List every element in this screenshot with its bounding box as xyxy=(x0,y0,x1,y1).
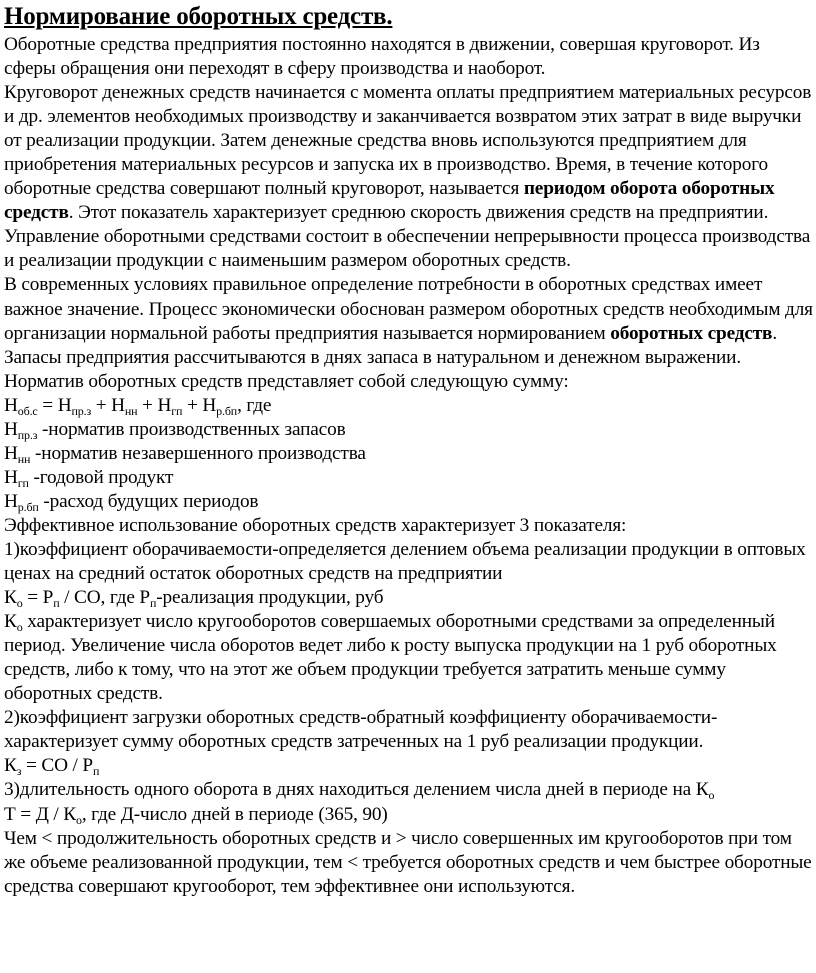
definition-finished-goods xyxy=(4,466,814,490)
formula-subscript: п xyxy=(53,596,60,611)
definition-text: -годовой продукт xyxy=(28,466,174,488)
formula-text: + Н xyxy=(182,394,217,416)
paragraph-management: Управление оборотными средствами состоит в обеспечении непрерывности процесса производства и реализации продукции с наименьшим размером оборотных средств. xyxy=(4,226,811,272)
formula-load-ratio xyxy=(4,754,814,778)
definition-text: -расход будущих периодов xyxy=(38,490,259,512)
formula-subscript: о xyxy=(708,788,715,803)
formula-subscript: о xyxy=(16,620,23,635)
formula-text: + Н xyxy=(91,394,125,416)
formula-symbol: Н xyxy=(4,466,18,488)
formula-text: / СО, где Р xyxy=(59,587,150,609)
formula-subscript: п xyxy=(92,764,100,779)
paragraph-conclusion: Чем < продолжительность оборотных средств и > число совершенных им кругооборотов при том же объеме реализованной продукции, тем < требуется оборотных средств и чем быстрее оборотные средства совершают кругооборот, тем эффективнее они используются. xyxy=(4,827,812,897)
text-run: . Запасы предприятия рассчитываются в днях запаса в натуральном и денежном выражении. xyxy=(4,322,777,368)
formula-subscript: об.с xyxy=(17,403,38,418)
formula-symbol: К xyxy=(4,587,17,609)
text-run: . Этот показатель характеризует среднюю скорость движения средств на предприятии. xyxy=(68,202,769,224)
text-run: В современных условиях правильное определение потребности в оборотных средствах имеет важное значение. Процесс экономически обоснован размером оборотных средств необходимым для организации нормальной работы предприятия называется нормированием xyxy=(4,274,813,344)
formula-text: = Н xyxy=(37,394,72,416)
definition-production-stocks xyxy=(4,418,814,442)
formula-subscript: гп xyxy=(17,475,29,490)
formula-symbol: Н xyxy=(4,418,18,440)
formula-text: + Н xyxy=(137,394,172,416)
formula-text: = СО / Р xyxy=(21,755,93,777)
formula-symbol: К xyxy=(4,755,17,777)
formula-text: Т = Д / К xyxy=(4,803,76,825)
formula-symbol: Н xyxy=(4,394,18,416)
formula-turnover-ratio xyxy=(4,586,814,610)
definition-deferred-expenses xyxy=(4,490,814,514)
formula-text: , где Д-число дней в периоде (365, 90) xyxy=(81,803,388,825)
formula-subscript: нн xyxy=(17,451,31,466)
formula-symbol: Н xyxy=(4,490,18,512)
formula-subscript: пр.з xyxy=(71,403,92,418)
formula-subscript: пр.з xyxy=(17,427,38,442)
term-turnover-period: периодом оборота оборотных средств xyxy=(4,178,775,224)
paragraph-turnover-ratio: 1)коэффициент оборачиваемости-определяется делением объема реализации продукции в оптовых ценах на средний остаток оборотных средств на предприятии xyxy=(4,538,806,585)
definition-text: -норматив незавершенного производства xyxy=(30,442,366,464)
formula-subscript: р.бп xyxy=(17,499,39,514)
formula-symbol: К xyxy=(4,611,17,633)
definition-work-in-progress xyxy=(4,442,814,466)
formula-subscript: о xyxy=(75,812,82,827)
formula-text: = Р xyxy=(22,587,54,609)
paragraph-indicators: Эффективное использование оборотных средств характеризует 3 показателя: xyxy=(4,514,627,536)
formula-norm xyxy=(4,394,814,418)
paragraph-norm-sum: Норматив оборотных средств представляет собой следующую сумму: xyxy=(4,370,569,392)
text-run: Круговорот денежных средств начинается с момента оплаты предприятием материальных ресурсов и др. элементов необходимых производству и заканчивается возвратом этих затрат в виде выручки от реализации продукции. Затем денежные средства вновь используются предприятием для приобретения материальных ресурсов и запуска их в производство. Время, в течение которого оборотные средства совершают полный круговорот, называется xyxy=(4,82,812,200)
paragraph-rationing xyxy=(4,273,814,369)
text-run: 3)длительность одного оборота в днях находиться делением числа дней в периоде на К xyxy=(4,779,709,801)
paragraph-load-ratio: 2)коэффициент загрузки оборотных средств-обратный коэффициенту оборачиваемости-характеризует сумму оборотных средств затреченных на 1 руб реализации продукции. xyxy=(4,707,718,753)
formula-subscript: о xyxy=(16,596,23,611)
formula-subscript: нн xyxy=(124,403,138,418)
formula-subscript: п xyxy=(149,596,157,611)
term-working-capital: оборотных средств xyxy=(610,322,773,344)
formula-subscript: гп xyxy=(171,403,183,418)
text-run: характеризует число кругооборотов совершаемых оборотными средствами за определенный период. Увеличение числа оборотов ведет либо к росту выпуска продукции на 1 руб оборотных средств, либо к тому, что на этот же объем продукции требуется затратить меньше сумму оборотных средств. xyxy=(4,611,777,705)
formula-subscript: з xyxy=(16,764,22,779)
paragraph-turnover-duration xyxy=(4,778,814,802)
page-title: Нормирование оборотных средств. xyxy=(4,3,393,30)
paragraph-turnover-meaning xyxy=(4,610,814,706)
document-page xyxy=(4,0,814,899)
formula-text: -реализация продукции, руб xyxy=(156,587,384,609)
formula-subscript: р.бп xyxy=(216,403,238,418)
definition-text: -норматив производственных запасов xyxy=(37,418,346,440)
formula-turnover-duration xyxy=(4,803,814,827)
paragraph-money-cycle xyxy=(4,81,814,225)
paragraph-circulation: Оборотные средства предприятия постоянно находятся в движении, совершая круговорот. Из сферы обращения они переходят в сферу производства и наоборот. xyxy=(4,34,760,80)
formula-symbol: Н xyxy=(4,442,18,464)
formula-text: , где xyxy=(237,394,272,416)
